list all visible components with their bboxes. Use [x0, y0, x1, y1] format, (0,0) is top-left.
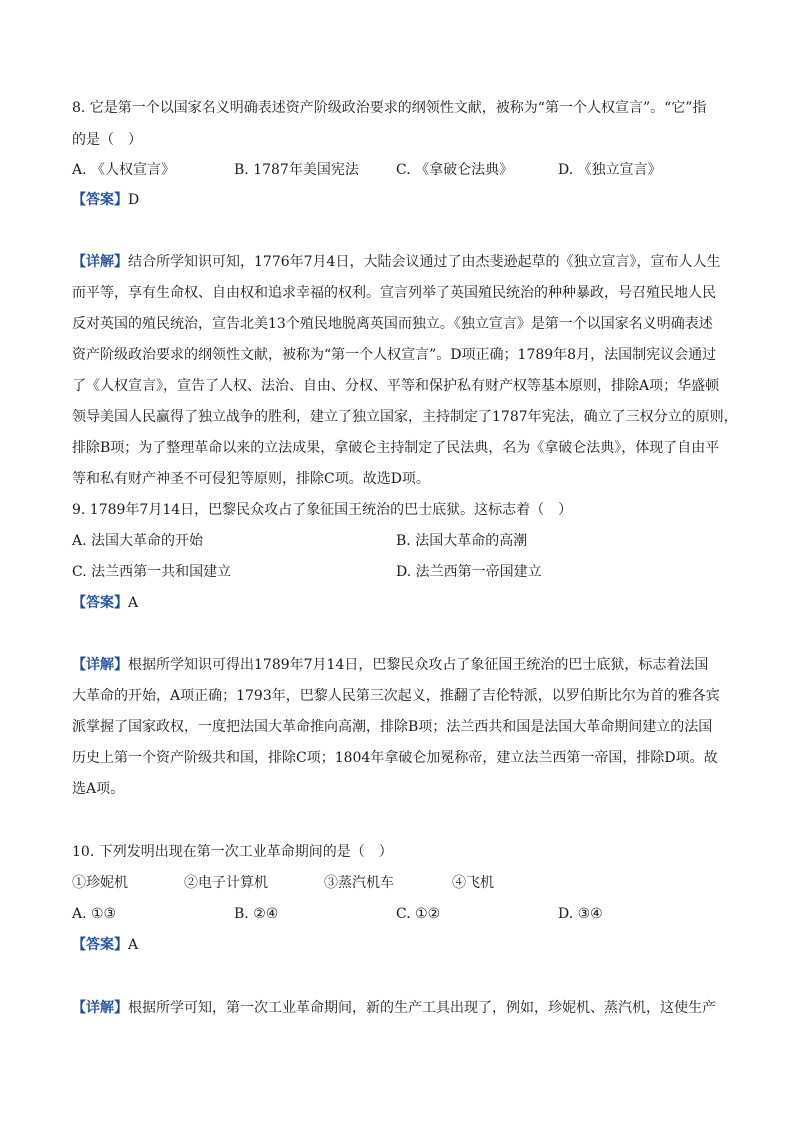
q10-option-c: C. ①② — [396, 906, 441, 922]
q8-answer — [72, 190, 139, 210]
q9-detail-line-2: 大革命的开始，A项正确；1793年，巴黎人民第三次起义，推翻了吉伦特派，以罗伯斯比尔为首的雅各宾 — [72, 688, 720, 704]
q8-detail-line-5: 了《人权宣言》，宣告了人权、法治、自由、分权、平等和保护私有财产权等基本原则，排除A项；华盛顿 — [72, 378, 720, 394]
q10-item-2: ②电子计算机 — [184, 875, 268, 891]
q8-detail-line-6: 领导美国人民赢得了独立战争的胜利，建立了独立国家，主持制定了1787年宪法，确立了三权分立的原则， — [72, 409, 738, 425]
answer-value: A — [128, 937, 139, 953]
q8-detail-line-4: 资产阶级政治要求的纲领性文献，被称为“第一个人权宣言”。D项正确；1789年8月，法国制宪议会通过 — [72, 347, 717, 363]
q10-detail-line-1 — [72, 998, 716, 1018]
q9-answer — [72, 593, 138, 613]
q9-options-row-2 — [72, 562, 722, 582]
q10-options — [72, 904, 722, 924]
detail-text: 根据所学知识可得出1789年7月14日，巴黎民众攻占了象征国王统治的巴士底狱，标志着法国 — [128, 657, 709, 673]
q8-stem-line-1: 8. 它是第一个以国家名义明确表述资产阶级政治要求的纲领性文献，被称为“第一个人权宣言”。“它”指 — [72, 100, 707, 116]
q10-stem: 10. 下列发明出现在第一次工业革命期间的是（ ） — [72, 844, 393, 860]
detail-text: 根据所学可知，第一次工业革命期间，新的生产工具出现了，例如，珍妮机、蒸汽机，这使生产 — [128, 1000, 716, 1016]
q8-option-b: B. 1787年美国宪法 — [234, 162, 359, 178]
answer-value: D — [128, 192, 140, 208]
q10-item-3: ③蒸汽机车 — [324, 875, 394, 891]
q10-item-4: ④飞机 — [452, 875, 494, 891]
q10-items — [72, 873, 722, 893]
detail-label: 【详解】 — [72, 657, 128, 673]
q9-option-d: D. 法兰西第一帝国建立 — [396, 564, 542, 580]
q8-detail-line-3: 反对英国的殖民统治，宣告北美13个殖民地脱离英国而独立。《独立宣言》是第一个以国家名义明确表述 — [72, 316, 713, 332]
q8-stem-line-2: 的是（ ） — [72, 132, 142, 148]
q9-option-a: A. 法国大革命的开始 — [72, 533, 204, 549]
q8-option-c: C. 《拿破仑法典》 — [396, 162, 514, 178]
q9-option-c: C. 法兰西第一共和国建立 — [72, 564, 232, 580]
answer-label: 【答案】 — [72, 192, 128, 208]
q10-item-1: ①珍妮机 — [72, 875, 128, 891]
detail-label: 【详解】 — [72, 1000, 128, 1016]
q9-detail-line-4: 历史上第一个资产阶级共和国，排除C项；1804年拿破仑加冕称帝，建立法兰西第一帝国，排除D项。故 — [72, 750, 718, 766]
q9-detail-line-3: 派掌握了国家政权，一度把法国大革命推向高潮，排除B项；法兰西共和国是法国大革命期间建立的法国 — [72, 719, 713, 735]
q8-detail-line-1 — [72, 252, 720, 272]
q9-detail-line-5: 选A项。 — [72, 781, 125, 797]
q9-options-row-1 — [72, 531, 722, 551]
q9-detail-line-1 — [72, 655, 708, 675]
answer-label: 【答案】 — [72, 937, 128, 953]
q8-detail-line-7: 排除B项；为了整理革命以来的立法成果，拿破仑主持制定了民法典，名为《拿破仑法典》，体现了自由平 — [72, 440, 720, 456]
q8-options — [72, 160, 722, 180]
q10-option-d: D. ③④ — [558, 906, 603, 922]
q8-detail-line-8: 等和私有财产神圣不可侵犯等原则，排除C项。故选D项。 — [72, 471, 430, 487]
q9-option-b: B. 法国大革命的高潮 — [396, 533, 528, 549]
q9-stem: 9. 1789年7月14日，巴黎民众攻占了象征国王统治的巴士底狱。这标志着（ ） — [72, 502, 573, 518]
q8-detail-line-2: 而平等，享有生命权、自由权和追求幸福的权利。宣言列举了英国殖民统治的种种暴政，号召殖民地人民 — [72, 285, 716, 301]
q8-option-d: D. 《独立宣言》 — [558, 162, 662, 178]
q10-option-b: B. ②④ — [234, 906, 279, 922]
detail-text: 结合所学知识可知，1776年7月4日，大陆会议通过了由杰斐逊起草的《独立宣言》，宣布人人生 — [128, 254, 721, 270]
answer-value: A — [128, 595, 139, 611]
detail-label: 【详解】 — [72, 254, 128, 270]
q10-answer — [72, 935, 138, 955]
q8-option-a: A. 《人权宣言》 — [72, 162, 176, 178]
answer-label: 【答案】 — [72, 595, 128, 611]
q10-option-a: A. ①③ — [72, 906, 117, 922]
